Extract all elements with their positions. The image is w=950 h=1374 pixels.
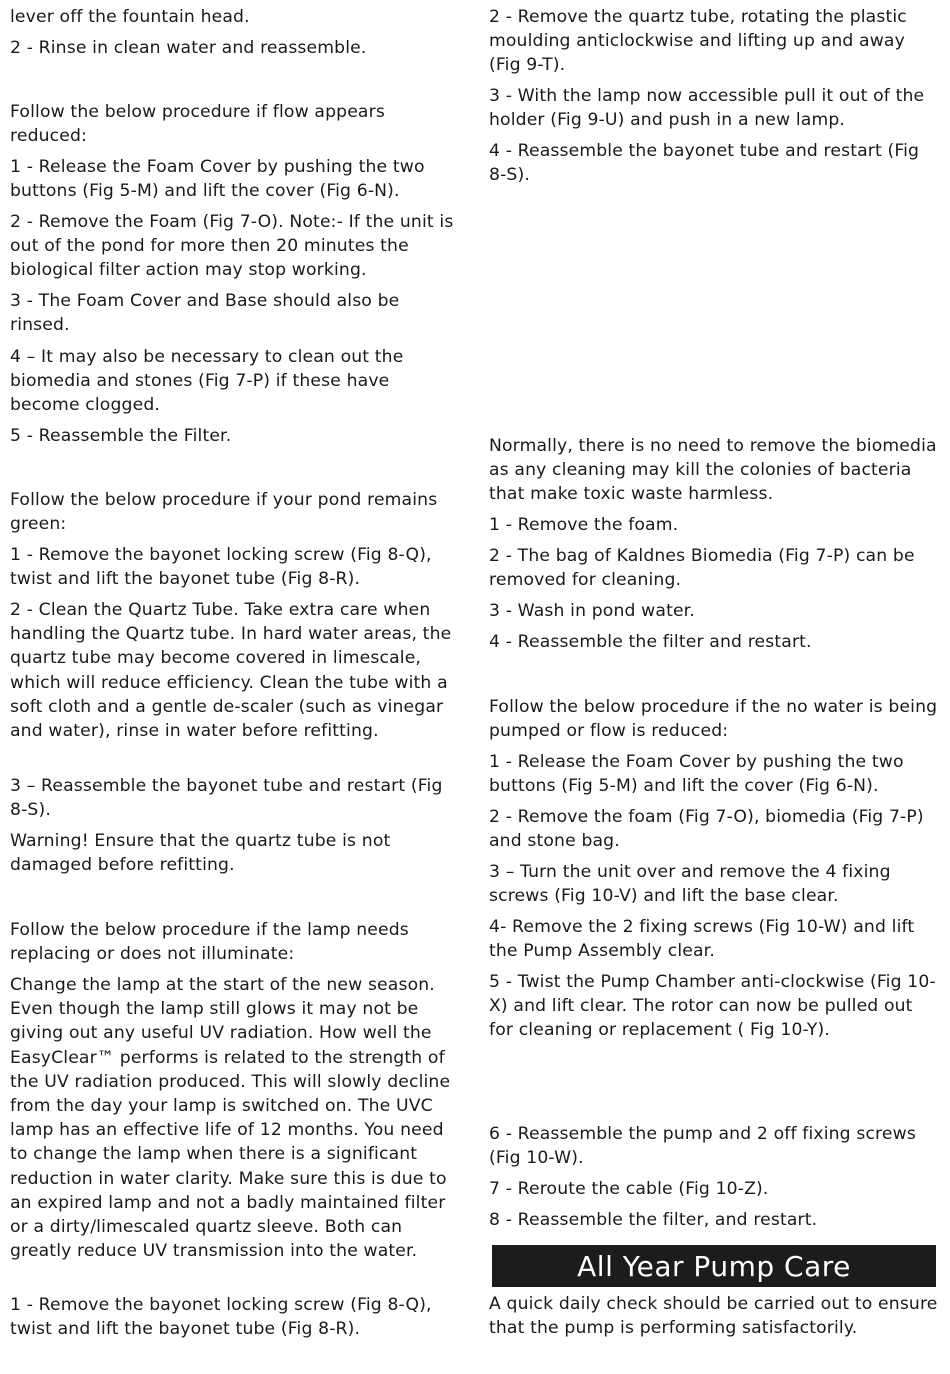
paragraph: Change the lamp at the start of the new season. Even though the lamp still glows it may not be giving out any useful UV radiation. How well the EasyClear™ performs is related to the strength of the UV radiation produced. This will slowly decline from the day your lamp is switched on. The UVC lamp has an effective life of 12 months. You need to change the lamp when there is a significant reduction in water clarity. Make sure this is due to an expired lamp and not a badly maintained filter or a dirty/limescaled quartz sleeve. Both can greatly reduce UV transmission into the water. — [10, 975, 451, 1262]
step-item: 4 - Reassemble the bayonet tube and restart (Fig 8-S). — [489, 141, 920, 186]
step-item: 5 - Twist the Pump Chamber anti-clockwise (Fig 10-X) and lift clear. The rotor can now be pulled out for cleaning or replacement ( Fig 10-Y). — [489, 972, 936, 1041]
step-item: 1 - Remove the foam. — [489, 515, 679, 535]
section-intro: Follow the below procedure if your pond remains green: — [10, 490, 438, 535]
section-intro: Follow the below procedure if flow appears reduced: — [10, 102, 385, 147]
step-item: 3 – Reassemble the bayonet tube and restart (Fig 8-S). — [10, 776, 443, 821]
paragraph: A quick daily check should be carried out to ensure that the pump is performing satisfactorily. — [489, 1294, 938, 1339]
step-item: 4- Remove the 2 fixing screws (Fig 10-W) and lift the Pump Assembly clear. — [489, 917, 915, 962]
section-heading-all-year-pump-care: All Year Pump Care — [492, 1245, 936, 1287]
paragraph: lever off the fountain head. — [10, 7, 250, 27]
step-item: 6 - Reassemble the pump and 2 off fixing screws (Fig 10-W). — [489, 1124, 916, 1169]
step-item: 2 - Remove the Foam (Fig 7-O). Note:- If the unit is out of the pond for more then 20 minutes the biological filter action may stop working. — [10, 212, 454, 281]
step-item: 1 - Remove the bayonet locking screw (Fig 8-Q), twist and lift the bayonet tube (Fig 8-R). — [10, 545, 432, 590]
step-item: 1 - Release the Foam Cover by pushing the two buttons (Fig 5-M) and lift the cover (Fig 6-N). — [489, 752, 904, 797]
step-item: 3 - Wash in pond water. — [489, 601, 695, 621]
step-item: 3 - The Foam Cover and Base should also be rinsed. — [10, 291, 400, 336]
section-intro: Normally, there is no need to remove the biomedia as any cleaning may kill the colonies of bacteria that make toxic waste harmless. — [489, 436, 937, 505]
step-item: 8 - Reassemble the filter, and restart. — [489, 1210, 818, 1230]
step-item: 7 - Reroute the cable (Fig 10-Z). — [489, 1179, 769, 1199]
section-intro: Follow the below procedure if the no water is being pumped or flow is reduced: — [489, 697, 938, 742]
step-item: 3 - With the lamp now accessible pull it out of the holder (Fig 9-U) and push in a new lamp. — [489, 86, 925, 131]
step-item: 1 - Remove the bayonet locking screw (Fig 8-Q), twist and lift the bayonet tube (Fig 8-R). — [10, 1295, 432, 1340]
paragraph: 2 - Rinse in clean water and reassemble. — [10, 38, 367, 58]
step-item: 1 - Release the Foam Cover by pushing the two buttons (Fig 5-M) and lift the cover (Fig 6-N). — [10, 157, 425, 202]
step-item: 2 - Remove the foam (Fig 7-O), biomedia (Fig 7-P) and stone bag. — [489, 807, 924, 852]
step-item: 2 - Remove the quartz tube, rotating the plastic moulding anticlockwise and lifting up and away (Fig 9-T). — [489, 7, 907, 76]
step-item: 4 – It may also be necessary to clean out the biomedia and stones (Fig 7-P) if these have become clogged. — [10, 347, 404, 416]
step-item: 2 - The bag of Kaldnes Biomedia (Fig 7-P) can be removed for cleaning. — [489, 546, 915, 591]
step-item: 3 – Turn the unit over and remove the 4 fixing screws (Fig 10-V) and lift the base clear. — [489, 862, 891, 907]
step-item: 5 - Reassemble the Filter. — [10, 426, 232, 446]
step-item: 2 - Clean the Quartz Tube. Take extra care when handling the Quartz tube. In hard water areas, the quartz tube may become covered in limescale, which will reduce efficiency. Clean the tube with a soft cloth and a gentle de-scaler (such as vinegar and water), rinse in water before refitting. — [10, 600, 452, 742]
warning-text: Warning! Ensure that the quartz tube is not damaged before refitting. — [10, 831, 391, 876]
section-intro: Follow the below procedure if the lamp needs replacing or does not illuminate: — [10, 920, 409, 965]
step-item: 4 - Reassemble the filter and restart. — [489, 632, 812, 652]
